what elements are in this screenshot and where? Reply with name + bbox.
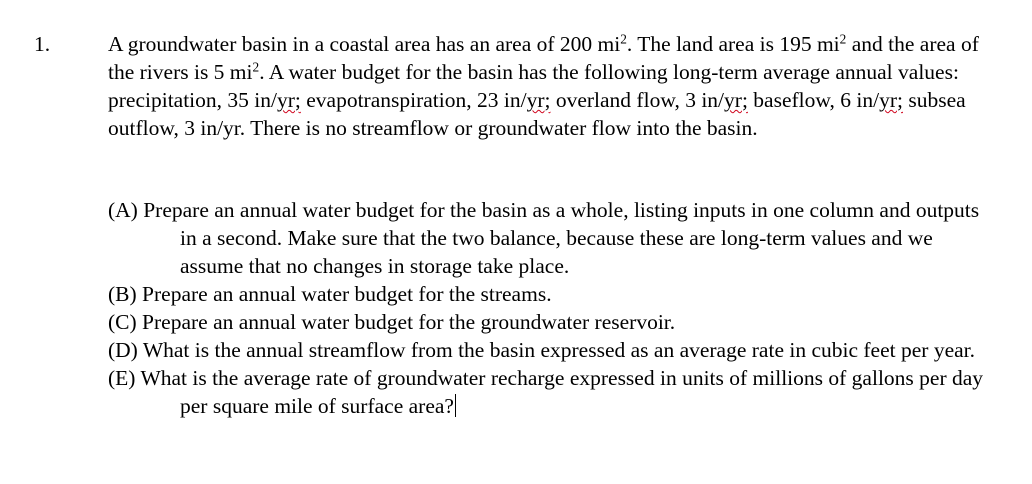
- part-a: (A) Prepare an annual water budget for the basin as a whole, listing inputs in one column and outputs in a second. Make sure that the two balance, because these are long-term values and we assume that no changes in storage take place.: [108, 198, 980, 278]
- statement-text-6: overland flow, 3 in/: [550, 88, 725, 112]
- part-d: (D) What is the annual streamflow from the basin expressed as an average rate in cubic feet per year.: [108, 338, 976, 362]
- part-e-text: (E) What is the average rate of groundwater recharge expressed in units of millions of gallons per day per square mile of surface area?: [108, 366, 984, 418]
- part-e: [108, 364, 988, 420]
- spellcheck-flagged-word[interactable]: yr;: [276, 88, 301, 112]
- spellcheck-flagged-word[interactable]: yr;: [526, 88, 551, 112]
- squared-superscript: 2: [839, 31, 847, 47]
- squared-superscript: 2: [620, 31, 627, 47]
- question-parts[interactable]: [108, 196, 988, 420]
- statement-text-3: and the area of the rivers is 5 mi: [108, 32, 979, 84]
- text-cursor: [455, 394, 457, 417]
- problem-statement[interactable]: [108, 30, 988, 142]
- squared-superscript: 2: [252, 59, 260, 75]
- statement-text-4: . A water budget for the basin has the following long-term average annual values: precipitation, 35 in/: [108, 60, 959, 112]
- problem-number: 1.: [34, 32, 51, 56]
- part-c: (C) Prepare an annual water budget for the groundwater reservoir.: [108, 310, 676, 334]
- statement-text-5: evapotranspiration, 23 in/: [300, 88, 527, 112]
- statement-text-7: baseflow, 6 in/: [747, 88, 880, 112]
- statement-text-1: A groundwater basin in a coastal area has an area of 200 mi: [108, 32, 621, 56]
- spellcheck-flagged-word[interactable]: yr;: [879, 88, 903, 112]
- spellcheck-flagged-word[interactable]: yr;: [724, 88, 748, 112]
- statement-text-2: . The land area is 195 mi: [626, 32, 840, 56]
- statement-text-8: subsea outflow, 3 in/yr. There is no streamflow or groundwater flow into the basin.: [108, 88, 966, 140]
- part-b: (B) Prepare an annual water budget for the streams.: [108, 282, 552, 306]
